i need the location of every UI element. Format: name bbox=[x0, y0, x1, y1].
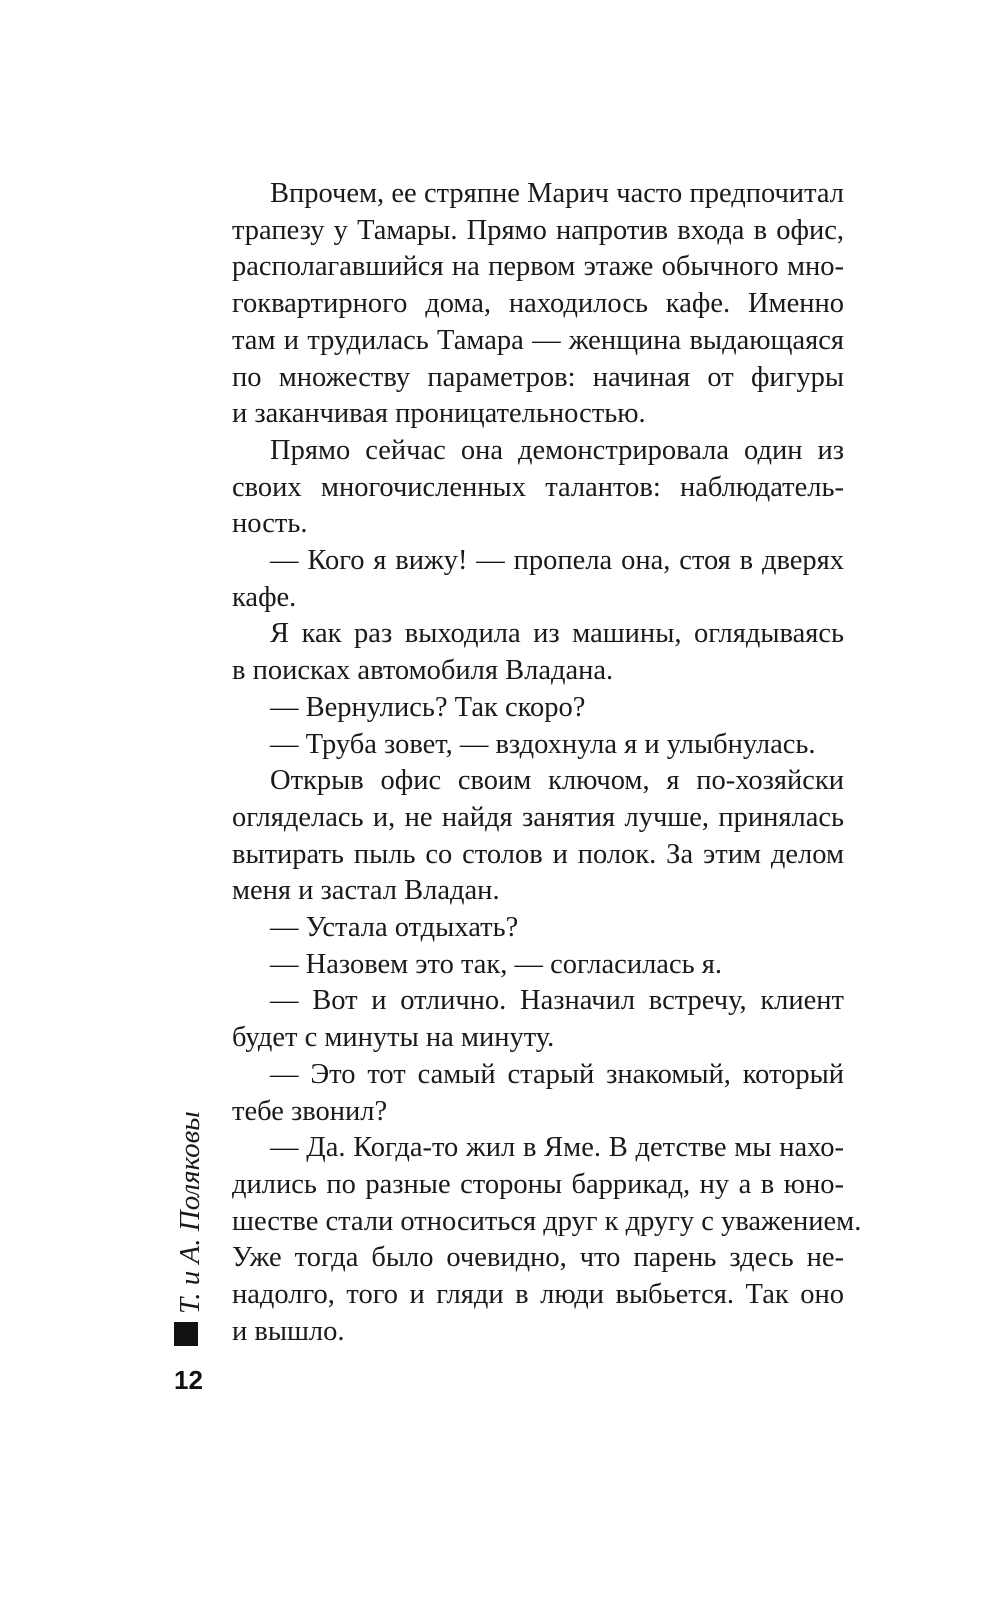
text-line: Прямо сейчас она демонстрировала один из bbox=[270, 434, 844, 466]
text-line: тебе звонил? bbox=[232, 1095, 388, 1127]
text-line: меня и застал Владан. bbox=[232, 875, 500, 907]
text-line: шестве стали относиться друг к другу с уважением. bbox=[232, 1205, 862, 1237]
dialogue-paragraph bbox=[232, 690, 844, 727]
dialogue-paragraph bbox=[232, 1057, 844, 1130]
text-line: трапезу у Тамары. Прямо напротив входа в офис, bbox=[232, 214, 844, 246]
text-line: и заканчивая проницательностью. bbox=[232, 398, 646, 430]
text-line: надолго, того и гляди в люди выбьется. Так оно bbox=[232, 1279, 844, 1311]
dialogue-paragraph bbox=[232, 727, 844, 764]
text-line: по множеству параметров: начиная от фигуры bbox=[232, 361, 844, 393]
text-line: Открыв офис своим ключом, я по-хозяйски bbox=[270, 765, 844, 797]
text-line: кафе. bbox=[232, 581, 297, 613]
text-line: — Труба зовет, — вздохнула я и улыбнулась. bbox=[270, 728, 816, 760]
text-line: — Кого я вижу! — пропела она, стоя в дверях bbox=[270, 545, 844, 577]
square-marker-icon bbox=[174, 1322, 198, 1346]
text-line: — Это тот самый старый знакомый, который bbox=[270, 1058, 844, 1090]
paragraph bbox=[232, 176, 844, 433]
text-line: дились по разные стороны баррикад, ну а в юно- bbox=[232, 1168, 844, 1200]
text-line: — Вот и отлично. Назначил встречу, клиент bbox=[270, 985, 844, 1017]
dialogue-paragraph bbox=[232, 543, 844, 616]
text-line: там и трудилась Тамара — женщина выдающаяся bbox=[232, 324, 844, 356]
dialogue-paragraph bbox=[232, 947, 844, 984]
text-line: и вышло. bbox=[232, 1315, 345, 1347]
text-line: — Вернулись? Так скоро? bbox=[270, 691, 586, 723]
running-head-author: Т. и А. Поляковы bbox=[174, 1111, 206, 1314]
text-line: — Назовем это так, — согласилась я. bbox=[270, 948, 722, 980]
text-line: огляделась и, не найдя занятия лучше, принялась bbox=[232, 801, 844, 833]
paragraph bbox=[232, 763, 844, 910]
dialogue-paragraph bbox=[232, 1130, 862, 1350]
text-line: располагавшийся на первом этаже обычного мно- bbox=[232, 251, 844, 283]
paragraph bbox=[232, 616, 844, 689]
dialogue-paragraph bbox=[232, 910, 844, 947]
text-line: Уже тогда было очевидно, что парень здесь не- bbox=[232, 1242, 844, 1274]
text-line: гоквартирного дома, находилось кафе. Именно bbox=[232, 288, 844, 320]
text-line: — Да. Когда-то жил в Яме. В детстве мы нахо- bbox=[270, 1132, 844, 1164]
text-line: ность. bbox=[232, 508, 308, 540]
text-line: Впрочем, ее стряпне Марич часто предпочитал bbox=[270, 178, 844, 209]
body-text bbox=[232, 176, 862, 1351]
paragraph bbox=[232, 433, 844, 543]
text-line: в поисках автомобиля Владана. bbox=[232, 655, 614, 687]
dialogue-paragraph bbox=[232, 983, 844, 1056]
text-line: Я как раз выходила из машины, оглядываясь bbox=[270, 618, 844, 650]
text-line: — Устала отдыхать? bbox=[270, 912, 519, 944]
text-line: своих многочисленных талантов: наблюдатель- bbox=[232, 471, 844, 503]
text-line: вытирать пыль со столов и полок. За этим делом bbox=[232, 838, 844, 870]
text-line: будет с минуты на минуту. bbox=[232, 1022, 555, 1054]
page-number: 12 bbox=[174, 1365, 203, 1395]
